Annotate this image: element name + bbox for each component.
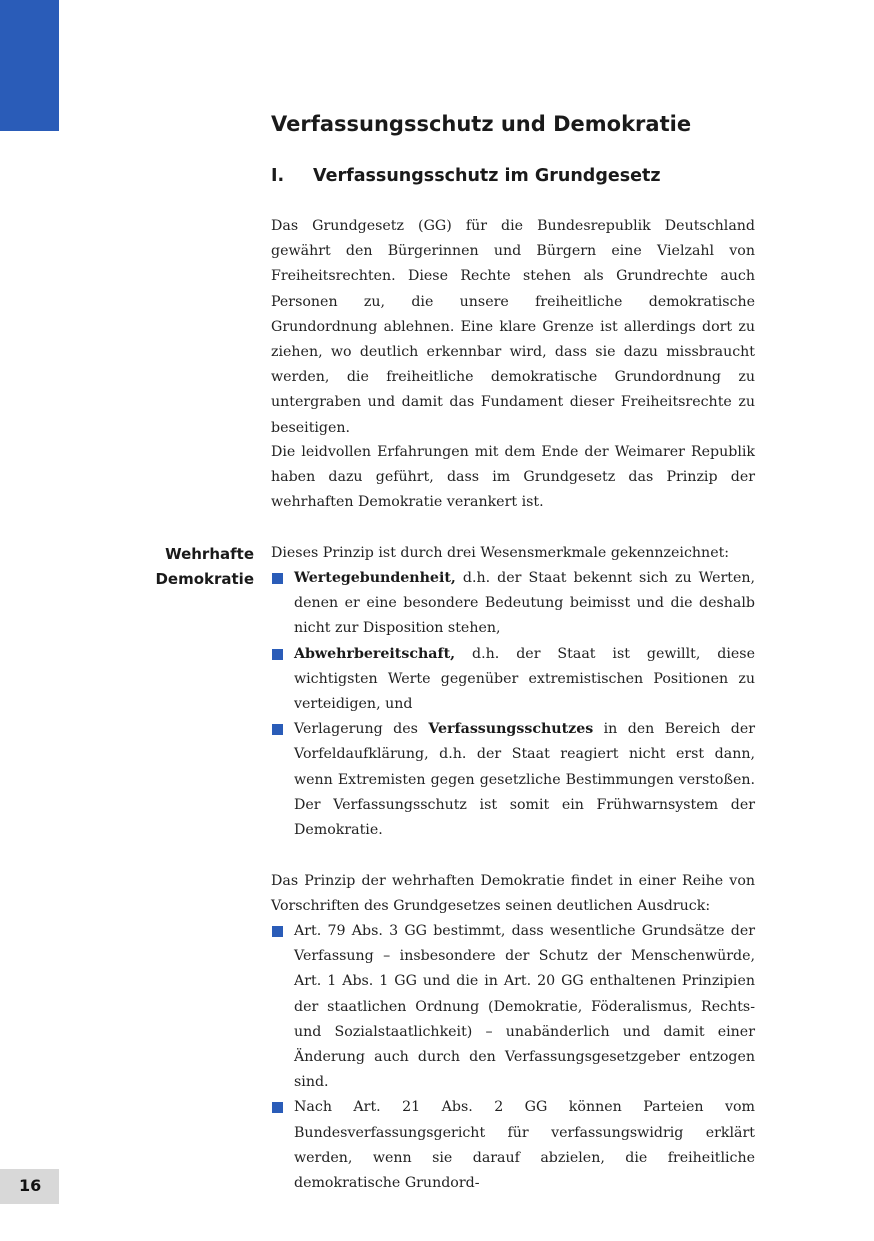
feature-term: Wertegebundenheit, [294,570,456,586]
feature-prefix: Verlagerung des [294,721,429,738]
bullet-square-icon [272,1102,283,1113]
page-number: 16 [19,1176,42,1195]
bullet-square-icon [272,573,283,584]
list-item [271,717,755,843]
list-item [271,566,755,642]
bullet-square-icon [272,649,283,660]
section-heading-text: Verfassungsschutz im Grundgesetz [313,166,661,186]
section-number: I. [271,166,285,186]
paragraph-freiheitsrechte: Das Grundgesetz (GG) für die Bundesrepublik Deutschland gewährt den Bürgerinnen und Bürgern eine Vielzahl von Freiheitsrechten. Diese Rechte stehen als Grundrechte auch Personen zu, die unsere freiheitliche demokratische Grundordnung ablehnen. Eine klare Grenze ist allerdings dort zu ziehen, wo deutlich erkennbar wird, dass sie dazu missbraucht werden, die freiheitliche demokratische Grundordnung zu untergraben und damit das Fundament dieser Freiheitsrechte zu beseitigen. [271,218,755,436]
provisions-intro: Das Prinzip der wehrhaften Demokratie findet in einer Reihe von Vorschriften des Grundgesetzes seinen deutlichen Ausdruck: [271,873,755,915]
margin-label-line-2: Demokratie [155,570,254,588]
paragraph-weimar: Die leidvollen Erfahrungen mit dem Ende der Weimarer Republik haben dazu geführt, dass im Grundgesetz das Prinzip der wehrhaften Demokratie verankert ist. [271,444,755,511]
section-heading [271,164,661,188]
feature-text: d.h. der Staat bekennt sich zu Werten, denen er eine besondere Bedeutung beimisst und die deshalb nicht zur Disposition stehen, [294,570,755,637]
corner-accent-bar [0,0,59,131]
features-intro: Dieses Prinzip ist durch drei Wesensmerkmale gekennzeichnet: [271,545,730,561]
list-item [271,919,755,1095]
provisions-list [271,919,755,1196]
provision-text: Art. 79 Abs. 3 GG bestimmt, dass wesentliche Grundsätze der Verfassung – insbesondere der Schutz der Menschenwürde, Art. 1 Abs. 1 GG und die in Art. 20 GG enthaltenen Prinzipien der staatlichen Ordnung (Demokratie, Föderalismus, Rechts- und Sozialstaatlichkeit) – unabänderlich und damit einer Änderung auch durch den Verfassungsgesetzgeber entzogen sind. [294,923,755,1091]
list-item [271,1095,755,1196]
bullet-square-icon [272,724,283,735]
page-title: Verfassungsschutz und Demokratie [271,112,692,136]
provision-text: Nach Art. 21 Abs. 2 GG können Parteien vom Bundesverfassungsgericht für verfassungswidrig erklärt werden, wenn sie darauf abzielen, die freiheitliche demokratische Grundord- [294,1099,755,1192]
feature-text: d.h. der Staat ist gewillt, diese wichtigsten Werte gegenüber extremistischen Positionen zu verteidigen, und [294,645,755,713]
features-list [271,566,755,843]
bullet-square-icon [272,926,283,937]
list-item [271,642,755,718]
feature-text: in den Bereich der Vorfeldaufklärung, d.h. der Staat reagiert nicht erst dann, wenn Extremisten gegen gesetzliche Bestimmungen verstoßen. Der Verfassungsschutz ist somit ein Frühwarnsystem der Demokratie. [294,721,756,839]
margin-label-line-1: Wehrhafte [165,545,254,563]
feature-term: Abwehrbereitschaft, [294,645,456,662]
margin-label [155,542,254,592]
feature-term: Verfassungsschutzes [428,721,594,738]
